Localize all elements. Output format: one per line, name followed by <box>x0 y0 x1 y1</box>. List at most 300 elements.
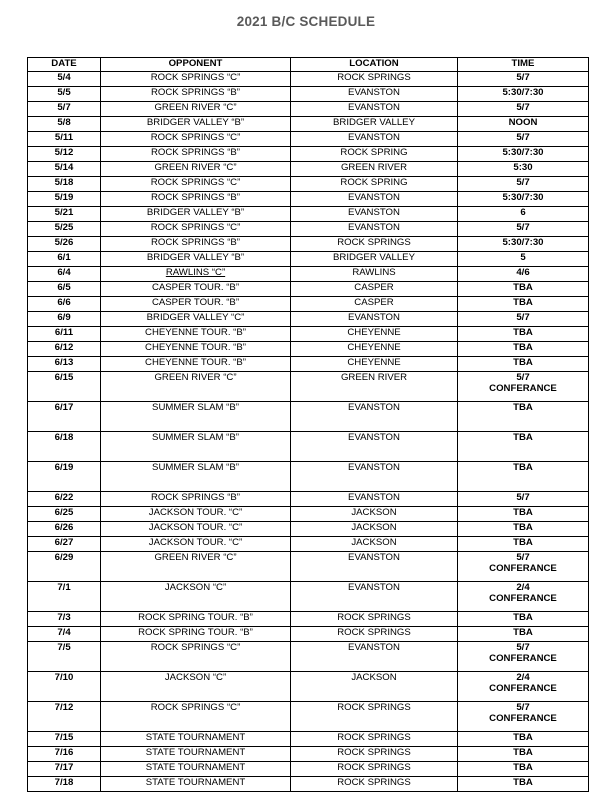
opponent-cell <box>101 357 291 372</box>
opponent-cell <box>101 672 291 702</box>
location-cell <box>291 762 458 777</box>
location-cell <box>291 327 458 342</box>
opponent-cell-text: CHEYENNE TOUR. “B” <box>145 342 246 353</box>
location-cell-text: EVANSTON <box>348 642 400 653</box>
date-cell <box>28 507 101 522</box>
opponent-cell-text: SUMMER SLAM “B” <box>152 462 239 473</box>
location-cell <box>291 132 458 147</box>
location-cell-text: CASPER <box>354 282 394 293</box>
time-cell-text: TBA <box>513 732 533 743</box>
location-cell-text: EVANSTON <box>348 312 400 323</box>
location-cell <box>291 582 458 612</box>
location-cell <box>291 432 458 462</box>
opponent-cell-text: GREEN RIVER “C” <box>154 102 237 113</box>
date-cell-text: 7/18 <box>54 777 74 788</box>
location-cell-text: GREEN RIVER <box>340 162 408 173</box>
opponent-cell-text: ROCK SPRINGS “C” <box>150 642 241 653</box>
time-cell-text: 5/7 <box>516 222 530 233</box>
table-row <box>28 297 589 312</box>
date-cell-text: 6/12 <box>54 342 74 353</box>
table-row <box>28 162 589 177</box>
opponent-cell-text: STATE TOURNAMENT <box>145 747 246 758</box>
opponent-cell <box>101 132 291 147</box>
time-cell-text: TBA <box>513 342 533 353</box>
date-cell <box>28 492 101 507</box>
table-row <box>28 372 589 402</box>
opponent-cell-text: JACKSON TOUR. “C” <box>148 507 243 518</box>
opponent-cell <box>101 507 291 522</box>
time-cell-text: 5 <box>520 252 526 263</box>
conference-note: CONFERANCE <box>489 712 557 724</box>
time-cell <box>458 297 589 312</box>
opponent-cell-text: STATE TOURNAMENT <box>145 762 246 773</box>
table-row <box>28 462 589 492</box>
conference-note: CONFERANCE <box>489 652 557 664</box>
location-cell-text: CHEYENNE <box>347 327 401 338</box>
location-cell-text: BRIDGER VALLEY <box>333 252 415 263</box>
time-cell-text: 4/6 <box>516 267 530 278</box>
location-cell-text: ROCK SPRINGS <box>337 747 411 758</box>
table-row <box>28 672 589 702</box>
date-cell-text: 5/4 <box>57 72 71 83</box>
time-cell-text: TBA <box>513 282 533 293</box>
opponent-cell <box>101 552 291 582</box>
opponent-cell-text: GREEN RIVER “C” <box>154 162 237 173</box>
opponent-cell <box>101 297 291 312</box>
date-cell-text: 5/7 <box>57 102 71 113</box>
time-cell <box>458 672 589 702</box>
location-cell-text: BRIDGER VALLEY <box>333 117 415 128</box>
date-cell-text: 5/19 <box>54 192 74 203</box>
location-cell <box>291 627 458 642</box>
table-row <box>28 327 589 342</box>
time-cell-text: 2/4 <box>516 582 530 593</box>
time-cell-text: TBA <box>513 402 533 413</box>
date-cell-text: 5/14 <box>54 162 74 173</box>
date-cell-text: 7/16 <box>54 747 74 758</box>
opponent-cell-text: BRIDGER VALLEY “B” <box>146 252 245 263</box>
date-cell-text: 6/13 <box>54 357 74 368</box>
opponent-cell <box>101 762 291 777</box>
opponent-cell-text: JACKSON “C” <box>164 672 227 683</box>
conference-note: CONFERANCE <box>489 682 557 694</box>
location-cell <box>291 282 458 297</box>
time-cell <box>458 492 589 507</box>
date-cell-text: 5/11 <box>54 132 74 143</box>
table-row <box>28 762 589 777</box>
date-cell <box>28 702 101 732</box>
time-cell <box>458 732 589 747</box>
location-cell-text: ROCK SPRINGS <box>337 612 411 623</box>
opponent-cell <box>101 402 291 432</box>
opponent-cell <box>101 72 291 87</box>
table-row <box>28 312 589 327</box>
location-cell-text: ROCK SPRINGS <box>337 627 411 638</box>
location-cell-text: EVANSTON <box>348 402 400 413</box>
document-title: 2021 B/C SCHEDULE <box>236 14 376 29</box>
location-cell <box>291 147 458 162</box>
location-cell-text: EVANSTON <box>348 207 400 218</box>
table-row <box>28 732 589 747</box>
opponent-cell <box>101 612 291 627</box>
table-row <box>28 777 589 792</box>
time-cell-text: 5/7 <box>516 102 530 113</box>
date-cell <box>28 402 101 432</box>
table-row <box>28 267 589 282</box>
date-cell <box>28 327 101 342</box>
time-cell-text: 5/7 <box>516 372 530 383</box>
table-row <box>28 552 589 582</box>
date-cell <box>28 612 101 627</box>
date-cell <box>28 237 101 252</box>
date-cell <box>28 192 101 207</box>
location-cell-text: ROCK SPRINGS <box>337 732 411 743</box>
location-cell <box>291 357 458 372</box>
date-cell-text: 5/12 <box>54 147 74 158</box>
time-cell <box>458 267 589 282</box>
date-cell-text: 6/15 <box>54 372 74 383</box>
table-row <box>28 747 589 762</box>
opponent-cell <box>101 537 291 552</box>
opponent-cell-text: BRIDGER VALLEY “B” <box>146 117 245 128</box>
location-cell-text: EVANSTON <box>348 492 400 503</box>
time-cell <box>458 552 589 582</box>
conference-note: CONFERANCE <box>489 592 557 604</box>
time-cell <box>458 372 589 402</box>
opponent-cell <box>101 252 291 267</box>
date-cell <box>28 777 101 792</box>
time-cell-text: TBA <box>513 762 533 773</box>
location-cell-text: ROCK SPRING <box>340 147 408 158</box>
table-row <box>28 117 589 132</box>
location-cell <box>291 342 458 357</box>
location-cell-text: JACKSON <box>351 672 397 683</box>
date-cell <box>28 222 101 237</box>
opponent-cell <box>101 642 291 672</box>
time-cell-text: 5/7 <box>516 702 530 713</box>
opponent-cell <box>101 102 291 117</box>
opponent-cell <box>101 267 291 282</box>
table-row <box>28 87 589 102</box>
table-row <box>28 612 589 627</box>
time-cell <box>458 507 589 522</box>
opponent-cell-text: SUMMER SLAM “B” <box>152 432 239 443</box>
time-cell <box>458 342 589 357</box>
date-cell <box>28 432 101 462</box>
location-cell-text: CASPER <box>354 297 394 308</box>
date-cell-text: 5/26 <box>54 237 74 248</box>
opponent-cell <box>101 342 291 357</box>
date-cell <box>28 372 101 402</box>
location-cell <box>291 102 458 117</box>
opponent-cell <box>101 522 291 537</box>
time-cell-text: TBA <box>513 507 533 518</box>
date-cell <box>28 732 101 747</box>
location-cell-text: EVANSTON <box>348 462 400 473</box>
time-cell-text: TBA <box>513 627 533 638</box>
location-cell <box>291 732 458 747</box>
time-cell <box>458 612 589 627</box>
opponent-cell <box>101 117 291 132</box>
time-cell-text: TBA <box>513 777 533 788</box>
opponent-cell <box>101 207 291 222</box>
date-cell <box>28 282 101 297</box>
table-row <box>28 507 589 522</box>
opponent-cell-text: ROCK SPRINGS “B” <box>150 87 241 98</box>
time-cell <box>458 222 589 237</box>
location-cell <box>291 237 458 252</box>
time-cell <box>458 432 589 462</box>
time-cell-text: 5/7 <box>516 132 530 143</box>
opponent-cell <box>101 87 291 102</box>
opponent-cell <box>101 777 291 792</box>
opponent-cell <box>101 372 291 402</box>
time-cell-text: 5:30 <box>513 162 533 173</box>
table-row <box>28 147 589 162</box>
location-cell <box>291 72 458 87</box>
date-cell-text: 6/11 <box>54 327 74 338</box>
opponent-cell-text: ROCK SPRINGS “C” <box>150 177 241 188</box>
location-cell-text: JACKSON <box>351 507 397 518</box>
date-cell <box>28 87 101 102</box>
table-row <box>28 72 589 87</box>
location-cell <box>291 192 458 207</box>
date-cell <box>28 522 101 537</box>
opponent-cell <box>101 582 291 612</box>
date-cell <box>28 102 101 117</box>
conference-note: CONFERANCE <box>489 382 557 394</box>
date-cell-text: 6/17 <box>54 402 74 413</box>
location-cell <box>291 312 458 327</box>
table-row <box>28 702 589 732</box>
table-row <box>28 177 589 192</box>
time-cell <box>458 762 589 777</box>
location-cell-text: ROCK SPRINGS <box>337 702 411 713</box>
date-cell <box>28 267 101 282</box>
date-cell <box>28 342 101 357</box>
time-cell <box>458 132 589 147</box>
table-row <box>28 642 589 672</box>
location-cell-text: ROCK SPRINGS <box>337 72 411 83</box>
location-cell-text: GREEN RIVER <box>340 372 408 383</box>
opponent-cell-text: ROCK SPRINGS “C” <box>150 132 241 143</box>
time-cell <box>458 162 589 177</box>
opponent-cell-text: BRIDGER VALLEY “C” <box>146 312 245 323</box>
table-row <box>28 282 589 297</box>
date-cell <box>28 252 101 267</box>
time-cell-text: NOON <box>508 117 538 128</box>
date-cell-text: 5/18 <box>54 177 74 188</box>
date-cell-text: 6/5 <box>57 282 71 293</box>
time-cell <box>458 147 589 162</box>
location-cell-text: EVANSTON <box>348 87 400 98</box>
date-cell-text: 6/27 <box>54 537 74 548</box>
date-cell <box>28 462 101 492</box>
table-row <box>28 357 589 372</box>
opponent-cell <box>101 702 291 732</box>
time-cell-text: TBA <box>513 522 533 533</box>
date-cell-text: 5/25 <box>54 222 74 233</box>
date-cell-text: 6/25 <box>54 507 74 518</box>
location-cell-text: RAWLINS <box>352 267 396 278</box>
date-cell-text: 7/1 <box>57 582 71 593</box>
schedule-table <box>27 57 589 792</box>
time-cell <box>458 72 589 87</box>
date-cell-text: 6/6 <box>57 297 71 308</box>
time-cell <box>458 777 589 792</box>
opponent-cell <box>101 282 291 297</box>
opponent-cell <box>101 222 291 237</box>
location-cell <box>291 267 458 282</box>
opponent-cell-text: ROCK SPRING TOUR. “B” <box>138 627 253 638</box>
table-row <box>28 132 589 147</box>
location-cell <box>291 207 458 222</box>
conference-note: CONFERANCE <box>489 562 557 574</box>
location-cell <box>291 642 458 672</box>
date-cell <box>28 72 101 87</box>
schedule-body <box>28 72 589 792</box>
date-cell <box>28 672 101 702</box>
location-cell-text: EVANSTON <box>348 432 400 443</box>
location-cell-text: ROCK SPRINGS <box>337 777 411 788</box>
header-date: DATE <box>28 58 101 72</box>
date-cell-text: 7/17 <box>54 762 74 773</box>
time-cell <box>458 207 589 222</box>
location-cell <box>291 777 458 792</box>
time-cell-text: TBA <box>513 357 533 368</box>
time-cell <box>458 582 589 612</box>
location-cell-text: EVANSTON <box>348 102 400 113</box>
table-row <box>28 537 589 552</box>
time-cell <box>458 87 589 102</box>
opponent-cell-text: ROCK SPRINGS “B” <box>150 192 241 203</box>
time-cell <box>458 282 589 297</box>
time-cell-text: 5:30/7:30 <box>502 237 544 248</box>
opponent-cell-text: ROCK SPRINGS “C” <box>150 702 241 713</box>
location-cell-text: CHEYENNE <box>347 342 401 353</box>
location-cell <box>291 222 458 237</box>
header-opponent: OPPONENT <box>101 58 291 72</box>
time-cell-text: 5/7 <box>516 312 530 323</box>
opponent-cell-text: CHEYENNE TOUR. “B” <box>145 327 246 338</box>
opponent-cell-text: CHEYENNE TOUR. “B” <box>145 357 246 368</box>
time-cell-text: 5/7 <box>516 177 530 188</box>
time-cell <box>458 537 589 552</box>
opponent-cell <box>101 732 291 747</box>
date-cell-text: 6/9 <box>57 312 71 323</box>
opponent-cell-text: JACKSON “C” <box>164 582 227 593</box>
date-cell <box>28 147 101 162</box>
time-cell-text: 5:30/7:30 <box>502 147 544 158</box>
location-cell <box>291 552 458 582</box>
time-cell <box>458 102 589 117</box>
opponent-cell <box>101 192 291 207</box>
opponent-cell <box>101 312 291 327</box>
location-cell <box>291 162 458 177</box>
time-cell-text: 5/7 <box>516 552 530 563</box>
date-cell-text: 6/22 <box>54 492 74 503</box>
time-cell-text: TBA <box>513 612 533 623</box>
location-cell <box>291 372 458 402</box>
location-cell-text: EVANSTON <box>348 582 400 593</box>
opponent-cell-text: ROCK SPRINGS “B” <box>150 147 241 158</box>
time-cell <box>458 522 589 537</box>
table-row <box>28 492 589 507</box>
date-cell <box>28 642 101 672</box>
date-cell-text: 7/5 <box>57 642 71 653</box>
time-cell-text: TBA <box>513 462 533 473</box>
date-cell <box>28 312 101 327</box>
table-row <box>28 342 589 357</box>
location-cell <box>291 747 458 762</box>
location-cell <box>291 507 458 522</box>
time-cell <box>458 702 589 732</box>
table-row <box>28 192 589 207</box>
date-cell <box>28 132 101 147</box>
date-cell <box>28 357 101 372</box>
table-row <box>28 432 589 462</box>
time-cell <box>458 192 589 207</box>
date-cell-text: 6/29 <box>54 552 74 563</box>
date-cell <box>28 207 101 222</box>
opponent-cell-text: CASPER TOUR. “B” <box>151 282 240 293</box>
header-location: LOCATION <box>291 58 458 72</box>
table-row <box>28 522 589 537</box>
opponent-cell <box>101 492 291 507</box>
location-cell <box>291 297 458 312</box>
date-cell-text: 6/1 <box>57 252 71 263</box>
date-cell-text: 6/4 <box>57 267 71 278</box>
opponent-cell <box>101 177 291 192</box>
opponent-cell-text: ROCK SPRINGS “B” <box>150 237 241 248</box>
time-cell-text: 5/7 <box>516 492 530 503</box>
opponent-cell-text: BRIDGER VALLEY “B” <box>146 207 245 218</box>
header-row <box>28 58 589 72</box>
time-cell <box>458 117 589 132</box>
time-cell <box>458 327 589 342</box>
location-cell-text: ROCK SPRING <box>340 177 408 188</box>
date-cell <box>28 162 101 177</box>
opponent-cell-text: ROCK SPRINGS “C” <box>150 222 241 233</box>
time-cell-text: 5/7 <box>516 642 530 653</box>
time-cell <box>458 402 589 432</box>
date-cell-text: 7/12 <box>54 702 74 713</box>
date-cell-text: 5/5 <box>57 87 71 98</box>
location-cell-text: EVANSTON <box>348 192 400 203</box>
location-cell <box>291 87 458 102</box>
location-cell <box>291 462 458 492</box>
date-cell-text: 7/3 <box>57 612 71 623</box>
opponent-cell <box>101 432 291 462</box>
date-cell-text: 5/8 <box>57 117 71 128</box>
date-cell-text: 7/10 <box>54 672 74 683</box>
location-cell <box>291 672 458 702</box>
opponent-cell-text: STATE TOURNAMENT <box>145 732 246 743</box>
time-cell <box>458 642 589 672</box>
opponent-cell-text: ROCK SPRINGS “C” <box>150 72 241 83</box>
opponent-cell-text: CASPER TOUR. “B” <box>151 297 240 308</box>
time-cell-text: 2/4 <box>516 672 530 683</box>
time-cell <box>458 237 589 252</box>
location-cell <box>291 117 458 132</box>
time-cell <box>458 627 589 642</box>
date-cell <box>28 762 101 777</box>
date-cell-text: 7/4 <box>57 627 71 638</box>
table-row <box>28 252 589 267</box>
time-cell-text: TBA <box>513 747 533 758</box>
time-cell <box>458 462 589 492</box>
location-cell-text: ROCK SPRINGS <box>337 237 411 248</box>
